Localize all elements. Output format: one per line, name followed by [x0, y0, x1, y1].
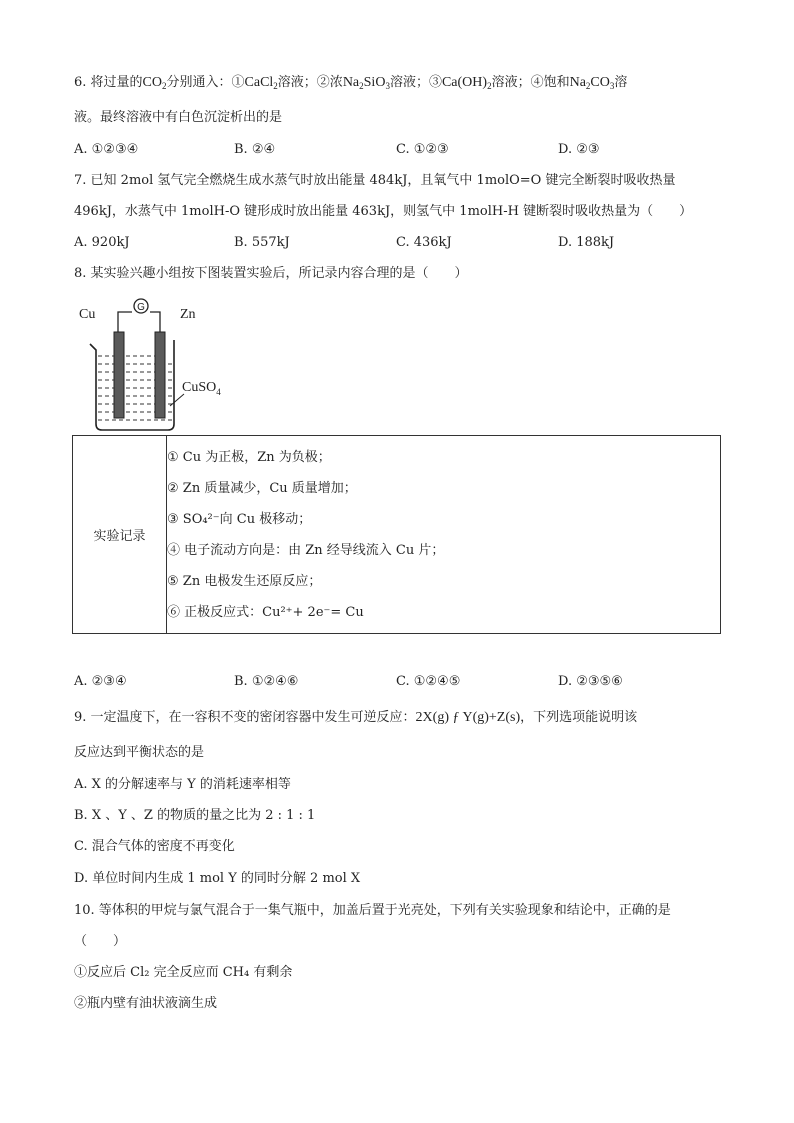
record-item-2: ② Zn 质量减少，Cu 质量增加；: [167, 480, 357, 496]
caoh2-formula: $Ca(OH)_2$: [441, 75, 492, 91]
q6-option-a[interactable]: A. ①②③④: [74, 142, 139, 157]
record-item-5: ⑤ Zn 电极发生还原反应；: [167, 573, 322, 589]
cuso4-label: CuSO$_4$: [182, 380, 221, 397]
wire-right: [150, 312, 160, 332]
q8-option-c[interactable]: C. ①②④⑤: [396, 674, 461, 689]
q7-option-b[interactable]: B. 557kJ: [234, 235, 290, 250]
q9-line-2: 反应达到平衡状态的是: [74, 745, 205, 760]
solution-leader-line: [170, 394, 184, 406]
cacl2-formula: CaCl$_2$: [244, 75, 278, 91]
q9-option-d[interactable]: D. 单位时间内生成 1 mol Y 的同时分解 2 mol X: [74, 871, 361, 886]
na2sio3-formula: $Na_2SiO_3$: [342, 75, 390, 91]
q8-stem: 8. 某实验兴趣小组按下图装置实验后，所记录内容合理的是（ ）: [74, 266, 468, 281]
q10-statement-1: ①反应后 Cl₂ 完全反应而 CH₄ 有剩余: [74, 965, 293, 980]
record-item-3: ③ SO₄²⁻向 Cu 极移动；: [167, 511, 312, 527]
record-item-6: ⑥ 正极反应式：Cu²⁺+ 2e⁻= Cu: [167, 604, 364, 620]
q6-option-b[interactable]: B. ②④: [234, 142, 276, 157]
q10-statement-2: ②瓶内壁有油状液滴生成: [74, 996, 218, 1011]
galvanic-cell-diagram: [74, 294, 244, 436]
q10-line-1: 10. 等体积的甲烷与氯气混合于一集气瓶中，加盖后置于光亮处，下列有关实验现象和结论中，正确的是: [74, 903, 671, 918]
q6-line-2: 液。最终溶液中有白色沉淀析出的是: [74, 110, 283, 125]
q7-option-d[interactable]: D. 188kJ: [558, 235, 615, 250]
q8-option-d[interactable]: D. ②③⑤⑥: [558, 674, 623, 689]
q6-line-1: 6. 将过量的$CO_2$分别通入：①CaCl$_2$溶液；②浓$Na_2SiO_3$溶液；$③Ca(OH)_2$溶液；④饱和$Na_2CO_3$溶: [74, 75, 628, 91]
q6-option-d[interactable]: D. ②③: [558, 142, 600, 157]
galvanometer-label: G: [137, 302, 145, 313]
experiment-record-table: [72, 435, 721, 634]
record-label: 实验记录: [73, 436, 167, 634]
q7-option-c[interactable]: C. 436kJ: [396, 235, 452, 250]
q8-option-a[interactable]: A. ②③④: [74, 674, 127, 689]
cu-electrode: [114, 332, 124, 418]
wire-left: [118, 312, 132, 332]
zn-electrode: [155, 332, 165, 418]
q7-option-a[interactable]: A. 920kJ: [74, 235, 130, 250]
record-items: [167, 436, 721, 634]
q6-option-c[interactable]: C. ①②③: [396, 142, 449, 157]
q8-option-b[interactable]: B. ①②④⑥: [234, 674, 299, 689]
q7-line-1: 7. 已知 2mol 氢气完全燃烧生成水蒸气时放出能量 484kJ，且氧气中 1molO=O 键完全断裂时吸收热量: [74, 173, 676, 188]
q10-line-2: （ ）: [74, 934, 127, 949]
zn-label: Zn: [180, 307, 196, 322]
cu-label: Cu: [79, 307, 96, 322]
co2-formula: $CO_2$: [142, 75, 167, 91]
q9-equation: 2X(g) ƒ Y(g)+Z(s): [415, 710, 521, 725]
q9-option-b[interactable]: B. X 、Y 、Z 的物质的量之比为 2 : 1 : 1: [74, 808, 316, 823]
q7-line-2: 496kJ，水蒸气中 1molH-O 键形成时放出能量 463kJ，则氢气中 1molH-H 键断裂时吸收热量为（ ）: [74, 204, 693, 219]
record-item-4: ④ 电子流动方向是：由 Zn 经导线流入 Cu 片；: [167, 542, 445, 558]
q9-line-1: 9. 一定温度下，在一容积不变的密闭容器中发生可逆反应：2X(g) ƒ Y(g)+Z(s)，下列选项能说明该: [74, 710, 638, 725]
record-item-1: ① Cu 为正极，Zn 为负极；: [167, 449, 331, 465]
na2co3-formula: $Na_2CO_3$: [569, 75, 615, 91]
q9-option-c[interactable]: C. 混合气体的密度不再变化: [74, 839, 235, 854]
q9-option-a[interactable]: A. X 的分解速率与 Y 的消耗速率相等: [74, 777, 291, 792]
